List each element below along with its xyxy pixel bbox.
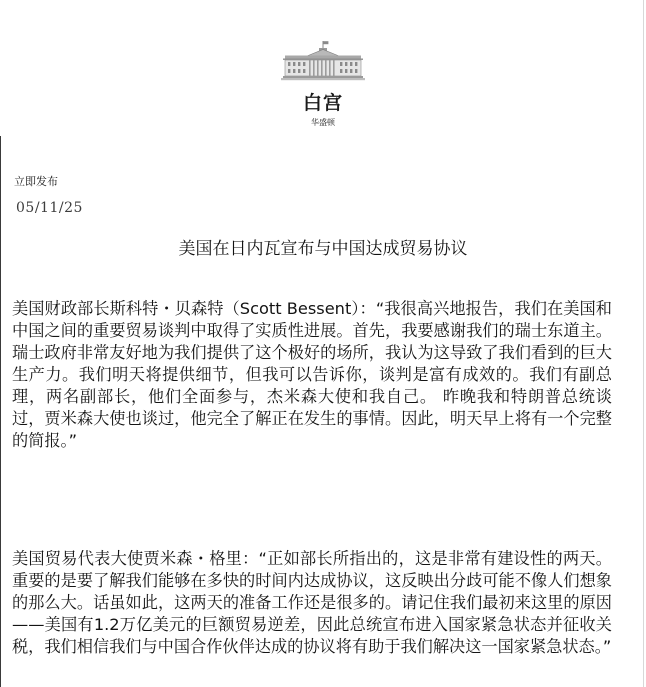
- white-house-building-icon: [281, 40, 365, 82]
- statement-paragraph-greer: 美国贸易代表大使贾米森・格里：“正如部长所指出的，这是非常有建设性的两天。重要的是要了解我们能够在多快的时间内达成协议，这反映出分歧可能不像人们想象的那么大。话虽如此，这两天的准备工作还是很多的。请记住我们最初来这里的原因——美国有1.2万亿美元的巨额贸易逆差，因此总统宣布进入国家紧急状态并征收关税，我们相信我们与中国合作伙伴达成的协议将有助于我们解决这一国家紧急状态。”: [12, 549, 612, 656]
- release-date: 05/11/25: [16, 200, 83, 216]
- release-label: 立即发布: [14, 175, 58, 188]
- organization-name: 白宫: [302, 92, 343, 114]
- left-border-line: [0, 136, 1, 687]
- statement-paragraph-bessent: 美国财政部长斯科特・贝森特（Scott Bessent）：“我很高兴地报告，我们在美国和中国之间的重要贸易谈判中取得了实质性进展。首先，我要感谢我们的瑞士东道主。瑞士政府非常友好地为我们提供了这个极好的场所，我认为这导致了我们看到的巨大生产力。我们明天将提供细节，但我可以告诉你，谈判是富有成效的。我们有副总理，两名副部长，他们全面参与，杰米森大使和我自己。 昨晚我和特朗普总统谈过，贾米森大使也谈过，他完全了解正在发生的事情。因此，明天早上将有一个完整的简报。”: [12, 299, 612, 450]
- organization-location: 华盛顿: [311, 118, 335, 127]
- press-release-title: 美国在日内瓦宣布与中国达成贸易协议: [178, 239, 468, 259]
- page-header: [0, 40, 646, 128]
